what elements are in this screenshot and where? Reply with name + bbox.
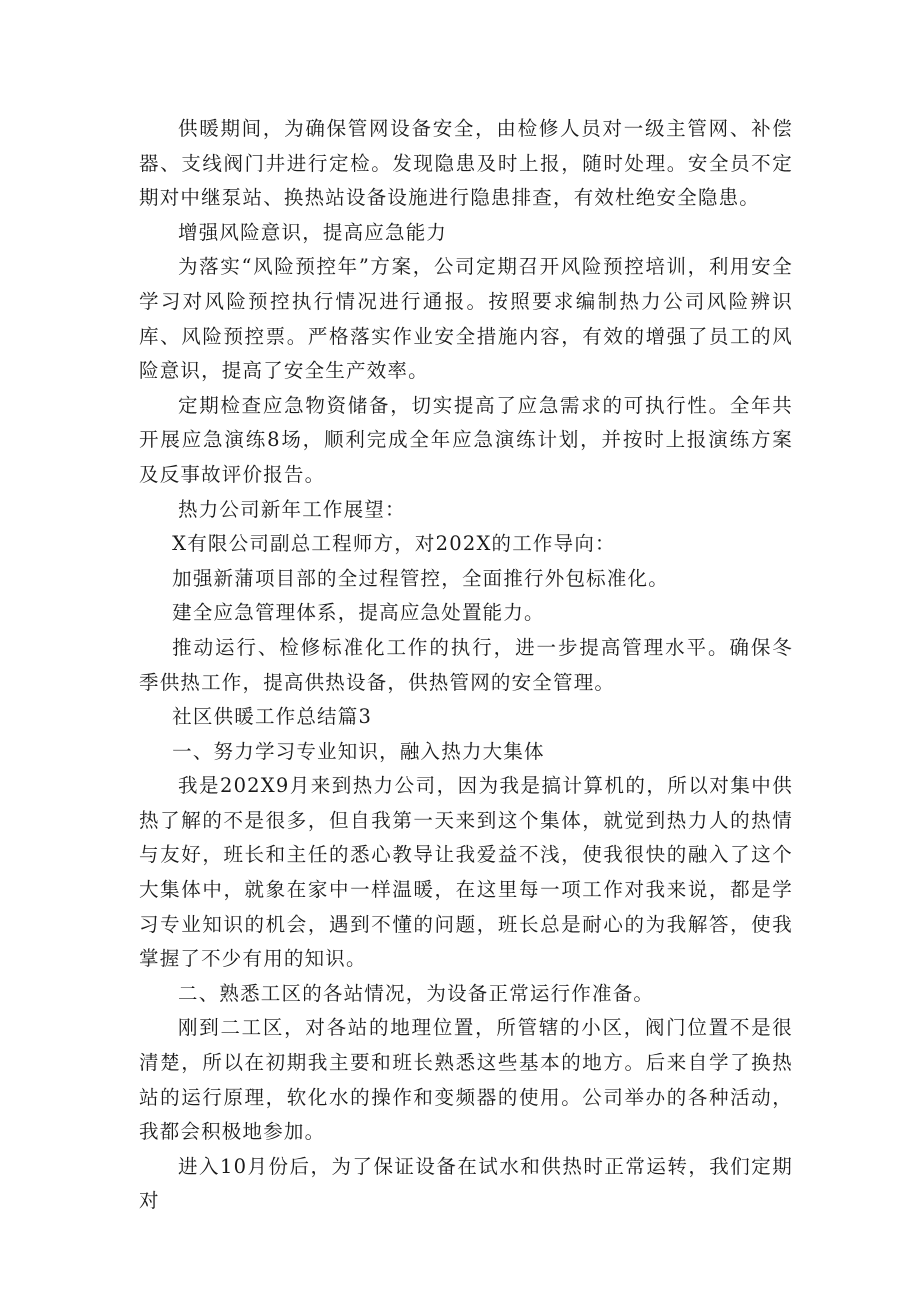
paragraph-5: 热力公司新年工作展望：: [178, 497, 406, 521]
paragraph-6: X有限公司副总工程师方，对202X的工作导向：: [172, 532, 616, 556]
paragraph-2-heading: 增强风险意识，提高应急能力: [178, 220, 448, 244]
paragraph-12: 我是202X9月来到热力公司，因为我是搞计算机的，所以对集中供热了解的不是很多，但自我第一天来到这个集体，就觉到热力人的热情与友好，班长和主任的悉心教导让我爱益不浅，使我很快的融入了这个大集体中，就象在家中一样温暖，在这里每一项工作对我来说，都是学习专业知识的机会，遇到不懂的问题，班长总是耐心的为我解答，使我掌握了不少有用的知识。: [139, 774, 793, 971]
paragraph-7: 加强新蒲项目部的全过程管控，全面推行外包标准化。: [172, 566, 669, 590]
paragraph-14: 刚到二工区，对各站的地理位置，所管辖的小区，阀门位置不是很清楚，所以在初期我主要和班长熟悉这些基本的地方。后来自学了换热站的运行原理，软化水的操作和变频器的使用。公司举办的各种活动，我都会积极地参加。: [139, 1016, 793, 1144]
paragraph-4: 定期检查应急物资储备，切实提高了应急需求的可执行性。全年共开展应急演练8场，顺利完成全年应急演练计划，并按时上报演练方案及反事故评价报告。: [139, 393, 793, 486]
section-heading-1: 一、努力学习专业知识，融入热力大集体: [172, 739, 545, 763]
paragraph-1: 供暖期间，为确保管网设备安全，由检修人员对一级主管网、补偿器、支线阀门井进行定检。发现隐患及时上报，随时处理。安全员不定期对中继泵站、换热站设备设施进行隐患排查，有效杜绝安全隐患。: [139, 117, 793, 210]
section-heading-2: 二、熟悉工区的各站情况，为设备正常运行作准备。: [178, 981, 655, 1005]
document-body: [139, 112, 793, 1219]
section-title: 社区供暖工作总结篇3: [172, 705, 373, 729]
paragraph-9: 推动运行、检修标准化工作的执行，进一步提高管理水平。确保冬季供热工作，提高供热设备，供热管网的安全管理。: [139, 635, 793, 694]
paragraph-3: 为落实“风险预控年”方案，公司定期召开风险预控培训，利用安全学习对风险预控执行情况进行通报。按照要求编制热力公司风险辨识库、风险预控票。严格落实作业安全措施内容，有效的增强了员工的风险意识，提高了安全生产效率。: [139, 255, 793, 383]
paragraph-15: 进入10月份后，为了保证设备在试水和供热时正常运转，我们定期对: [139, 1154, 793, 1213]
paragraph-8: 建全应急管理体系，提高应急处置能力。: [172, 601, 545, 625]
